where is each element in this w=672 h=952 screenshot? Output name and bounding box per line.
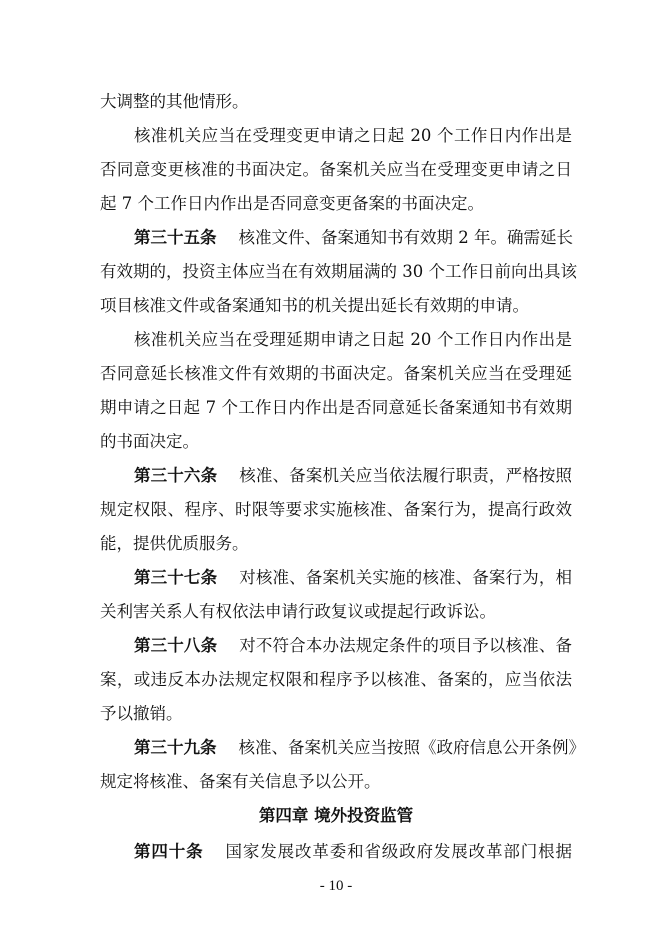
paragraph-line: 的书面决定。 <box>100 432 199 451</box>
article-text: 对核准、备案机关实施的核准、备案行为，相 <box>239 568 573 587</box>
paragraph-line: 否同意变更核准的书面决定。备案机关应当在受理变更申请之日 <box>100 160 572 179</box>
article-label: 第三十八条 <box>134 636 218 655</box>
article-text: 国家发展改革委和省级政府发展改革部门根据 <box>225 842 573 861</box>
article-label: 第三十六条 <box>134 466 218 485</box>
paragraph-line: 规定权限、程序、时限等要求实施核准、备案行为，提高行政效 <box>100 500 572 519</box>
article-label: 第四十条 <box>134 842 204 861</box>
article-38-line <box>134 629 572 663</box>
article-text: 核准文件、备案通知书有效期 2 年。确需延长 <box>238 228 573 247</box>
paragraph-line: 予以撤销。 <box>100 704 183 723</box>
article-36-line <box>134 459 572 493</box>
article-40-line <box>134 835 572 869</box>
paragraph-line: 否同意延长核准文件有效期的书面决定。备案机关应当在受理延 <box>100 364 572 383</box>
paragraph-line: 有效期的，投资主体应当在有效期届满的 30 个工作日前向出具该 <box>100 262 577 281</box>
paragraph-line: 案，或违反本办法规定权限和程序予以核准、备案的，应当依法 <box>100 670 572 689</box>
chapter-heading: 第四章 境外投资监管 <box>258 806 414 825</box>
paragraph-line: 规定将核准、备案有关信息予以公开。 <box>100 772 381 791</box>
article-label: 第三十五条 <box>134 228 217 247</box>
article-39-line <box>134 731 585 765</box>
paragraph-line: 核准机关应当在受理延期申请之日起 20 个工作日内作出是 <box>134 330 572 349</box>
paragraph-line: 关利害关系人有权依法申请行政复议或提起行政诉讼。 <box>100 602 496 621</box>
paragraph-line: 期申请之日起 7 个工作日内作出是否同意延长备案通知书有效期 <box>100 398 572 417</box>
article-label: 第三十七条 <box>134 568 218 587</box>
paragraph-line: 大调整的其他情形。 <box>100 92 249 111</box>
paragraph-line: 项目核准文件或备案通知书的机关提出延长有效期的申请。 <box>100 296 529 315</box>
article-label: 第三十九条 <box>134 738 217 757</box>
article-text: 核准、备案机关应当按照《政府信息公开条例》 <box>238 738 585 757</box>
paragraph-line: 能，提供优质服务。 <box>100 534 249 553</box>
article-37-line <box>134 561 572 595</box>
article-text: 对不符合本办法规定条件的项目予以核准、备 <box>239 636 573 655</box>
paragraph-line: 核准机关应当在受理变更申请之日起 20 个工作日内作出是 <box>134 126 572 145</box>
paragraph-line: 起 7 个工作日内作出是否同意变更备案的书面决定。 <box>100 194 484 213</box>
page-number: - 10 - <box>319 878 353 894</box>
article-text: 核准、备案机关应当依法履行职责，严格按照 <box>239 466 573 485</box>
article-35-line <box>134 221 572 255</box>
